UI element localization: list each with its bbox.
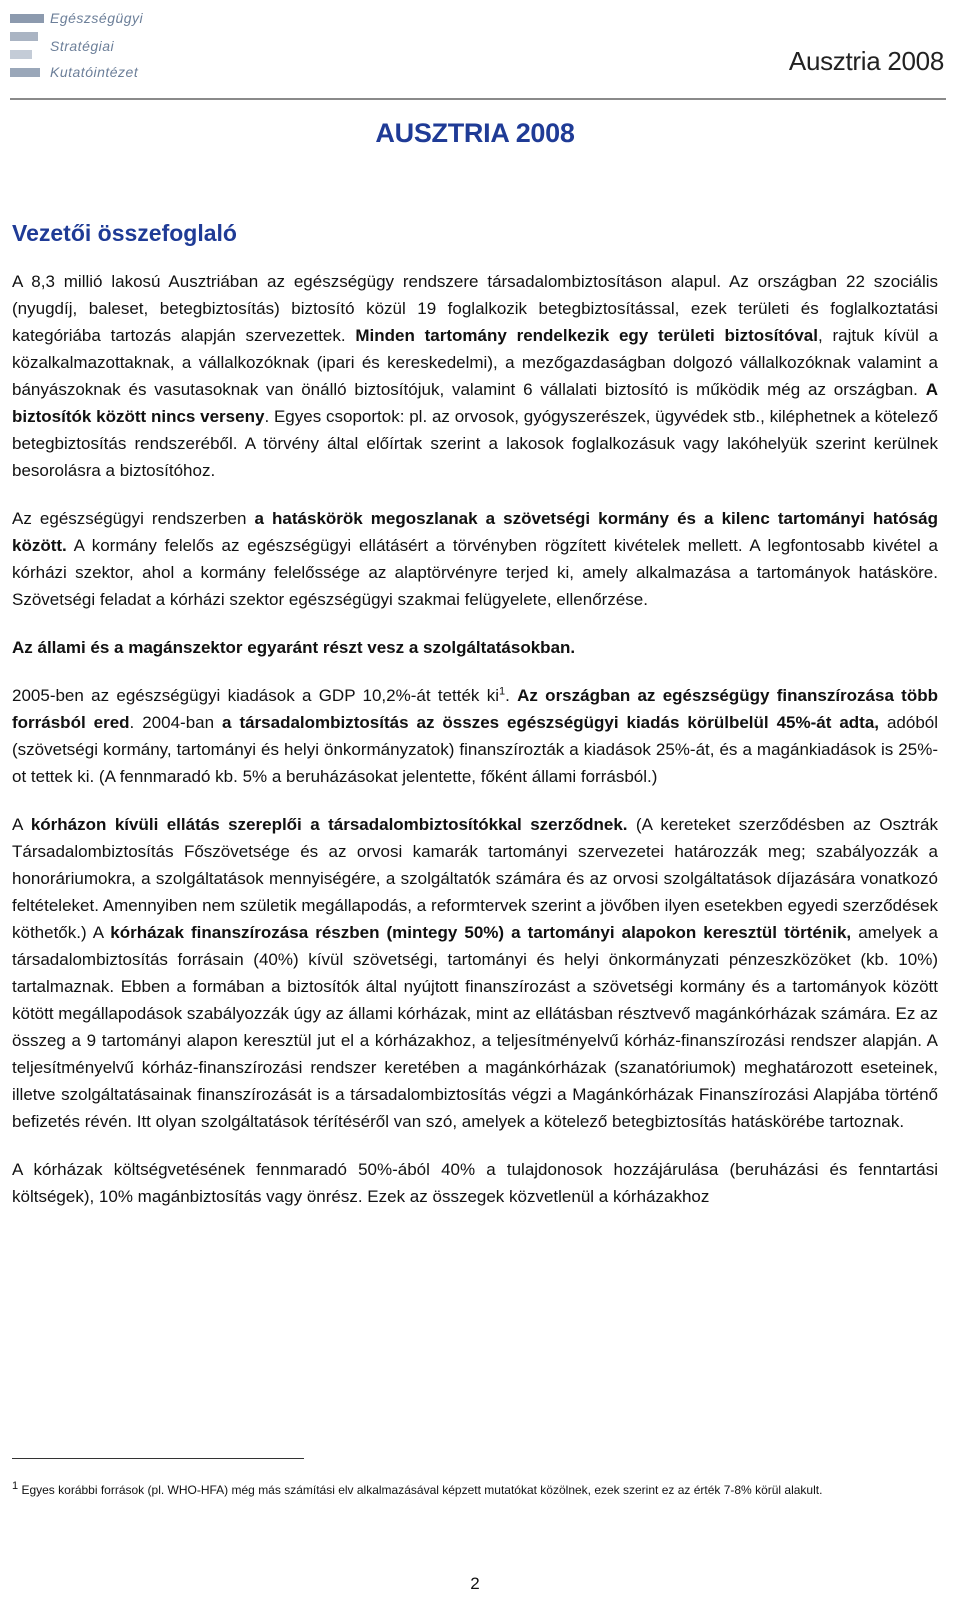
- logo-bar-2: [10, 32, 38, 41]
- page-number: 2: [470, 1574, 480, 1593]
- header-divider: [10, 98, 946, 100]
- logo-bar-3: [10, 50, 32, 59]
- institute-logo: [10, 8, 160, 84]
- text-run: ., kiléphetnek a kötelező betegbiztosítás rendszeréből. A törvény által előírtak szerint a lakosok foglalkozásuk vagy lakóhelyük szerint kerülnek besorolásra a biztosítóhoz.: [12, 407, 938, 480]
- text-run: A kórházak költségvetésének fennmaradó 50%-ából 40% a tulajdonosok hozzájárulása (beruházási és fenntartási költségek), 10% magánbiztosítás vagy önrész. Ezek az összegek közvetlenül a kórházakhoz: [12, 1160, 938, 1206]
- section-heading: Vezetői összefoglaló: [12, 220, 237, 246]
- bold-run: Minden tartomány rendelkezik egy területi biztosítóval: [355, 326, 818, 345]
- text-run: A 8,3 millió lakosú Ausztriában az egészségügy rendszere társadalombiztosításon alapul. Az országban 22 szociális (nyugdíj, baleset, betegbiztosítás) biztosító közül 19 foglalkozik betegbiztosítással, ezek területi és foglalkoztatási kategóriába tartozás alapján szervezettek.: [12, 272, 938, 345]
- bold-run: a társadalombiztosítás az összes egészségügyi kiadás körülbelül 45%-át adta,: [222, 713, 879, 732]
- text-run: Az egészségügyi rendszerben: [12, 509, 255, 528]
- footnote: [12, 1480, 942, 1497]
- paragraph-3: [12, 634, 938, 661]
- bold-run: kórházak finanszírozása részben (mintegy 50%) a tartományi alapokon keresztül történik,: [110, 923, 852, 942]
- paragraph-4: [12, 682, 938, 790]
- bold-run: a hatáskörök megoszlanak a szövetségi kormány és a kilenc tartományi hatóság között.: [12, 509, 938, 555]
- paragraph-5: [12, 811, 938, 1135]
- text-run: , rajtuk kívül a közalkalmazottaknak, a vállalkozóknak (ipari és kereskedelmi), a mezőgazdaságban dolgozó vállalkozóknak valamint a bányászoknak és vasutasoknak van önálló biztosítójuk, valamint 6 vállalati biztosító is működik még az országban.: [12, 326, 938, 399]
- paragraph-1: [12, 268, 938, 484]
- running-header-title: Ausztria 2008: [788, 46, 944, 76]
- text-run: . Egyes csoportok: pl. az orvosok, gyógyszerészek, ügyvédek stb: [264, 407, 756, 426]
- text-run: 2005-ben az egészségügyi kiadások a GDP 10,2%-át tették ki: [12, 686, 499, 705]
- paragraph-6: [12, 1156, 938, 1210]
- bold-run: Az állami és a magánszektor egyaránt részt vesz a szolgáltatásokban.: [12, 638, 576, 657]
- footnote-marker: 1: [12, 1480, 19, 1492]
- footnote-text: Egyes korábbi források (pl. WHO-HFA) még más számítási elv alkalmazásával képzett mutatókat közölnek, ezek szerint ez az érték 7-8% körül alakult.: [18, 1483, 823, 1497]
- logo-bar-4: [10, 68, 40, 77]
- document-title: AUSZTRIA 2008: [375, 118, 575, 148]
- logo-line-2: Stratégiai: [50, 38, 115, 54]
- body-text: [12, 268, 938, 1231]
- footnote-divider: [12, 1458, 304, 1459]
- paragraph-2: [12, 505, 938, 613]
- text-run: adóból (szövetségi kormány, tartományi és helyi önkormányzatok) finanszírozták a kiadások 25%-át, és a magánkiadások is 25%-ot tettek ki. (A fennmaradó kb. 5% a beruházásokat jelentette, főként állami forrásból.): [12, 713, 939, 786]
- text-run: (A kereteket szerződésben az Osztrák Társadalombiztosítás Főszövetsége és az orvosi kamarák tartományi szervezetei határozzák meg; szabályozzák a honoráriumokra, a szolgáltatások mennyiségére, a szolgáltatók számára és az orvosi szolgáltatások díjazására vonatkozó feltételeket. Amennyiben nem születik megállapodás, a reformtervek szerint a jövőben ilyen esetekben egyedi szerződések köthetők.) A: [12, 815, 938, 942]
- text-run: . 2004-ban: [129, 713, 223, 732]
- text-run: A kormány felelős az egészségügyi ellátásért a törvényben rögzített kivételek mellett. A legfontosabb kivétel a kórházi szektor, ahol a kormány felelőssége az alaptörvényre terjed ki, amely alkalmazása a tartományok hatásköre. Szövetségi feladat a kórházi szektor egészségügyi szakmai felügyelete, ellenőrzése.: [12, 536, 938, 609]
- text-run: .: [505, 686, 518, 705]
- bold-run: kórházon kívüli ellátás szereplői a társadalombiztosítókkal szerződnek.: [30, 815, 628, 834]
- bold-run: Az országban az egészségügy finanszírozása több forrásból ered: [12, 686, 939, 732]
- logo-line-3: Kutatóintézet: [50, 64, 139, 80]
- footnote-ref: 1: [498, 685, 506, 698]
- logo-line-1: Egészségügyi: [50, 10, 144, 26]
- text-run: amelyek a társadalombiztosítás forrásain (40%) kívül szövetségi, tartományi és helyi önkormányzati pénzeszközöket (kb. 10%) tartalmaznak. Ebben a formában a biztosítók által nyújtott finanszírozást a szövetségi kormány és a tartományok között kötött megállapodások szabályozzák úgy az állami kórházak, mint az ellátásban résztvevő magánkórházak számára. Ez az összeg a 9 tartományi alapon keresztül jut el a kórházakhoz, a teljesítményelvű kórház-finanszírozási rendszer alapján. A teljesítményelvű kórház-finanszírozási rendszer keretében a magánkórházak (szanatóriumok) meghatározott eseteinek, illetve szolgáltatásainak finanszírozását is a társadalombiztosítás végzi a Magánkórházak Finanszírozási Alapjába történő befizetés révén. Itt olyan szolgáltatások térítéséről van szó, amelyek a kötelező betegbiztosítás hatáskörébe tartoznak.: [12, 923, 939, 1131]
- bold-run: A biztosítók között nincs verseny: [12, 380, 938, 426]
- text-run: A: [12, 815, 31, 834]
- logo-bar-1: [10, 14, 44, 23]
